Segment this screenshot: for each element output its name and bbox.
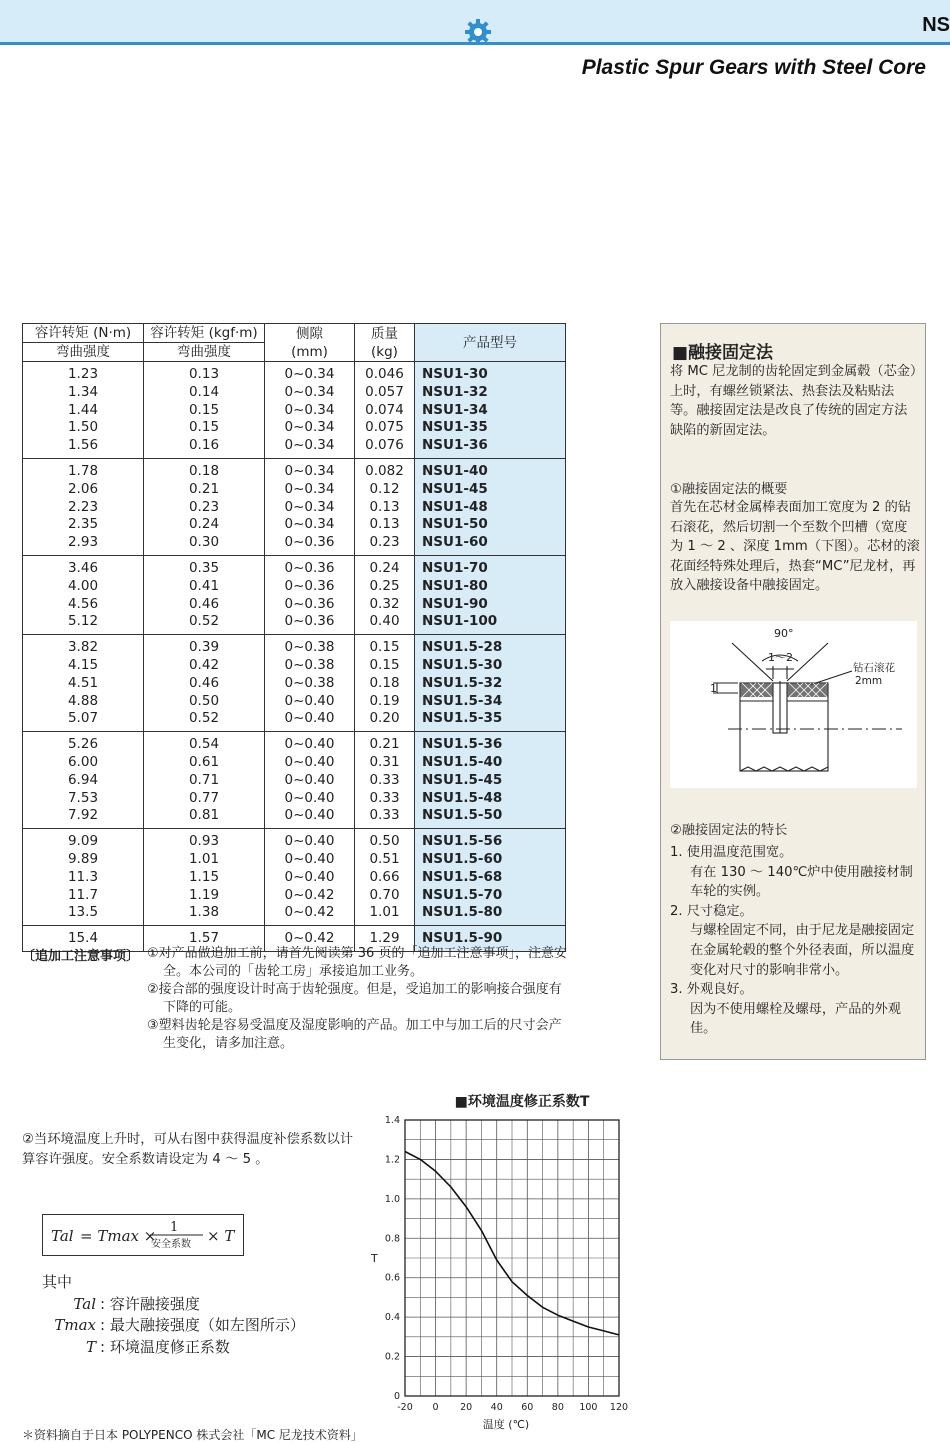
mass-cell: 0.057: [355, 384, 415, 402]
panel-title: ■融接固定法: [672, 343, 774, 363]
table-row: [23, 499, 566, 517]
strength-formula: [42, 1214, 244, 1256]
formula-tail: × T: [207, 1227, 235, 1245]
table-row: [23, 458, 566, 480]
model-cell: NSU1-32: [415, 384, 566, 402]
y-tick-label: 1.4: [384, 1115, 400, 1126]
model-cell: NSU1-70: [415, 555, 566, 577]
table-row: [23, 732, 566, 754]
table-row: [23, 437, 566, 458]
mass-cell: 0.13: [355, 516, 415, 534]
table-row: [23, 754, 566, 772]
backlash-cell: 0~0.40: [265, 732, 355, 754]
mass-cell: 0.19: [355, 693, 415, 711]
var-row: T : 环境温度修正系数: [85, 1337, 230, 1356]
torque-nm-cell: 7.53: [23, 790, 144, 808]
feature-desc: 有在 130 ～ 140℃炉中使用融接材制车轮的实例。: [690, 864, 913, 900]
torque-kgf-cell: 0.23: [144, 499, 265, 517]
torque-nm-cell: 1.78: [23, 458, 144, 480]
torque-kgf-cell: 0.13: [144, 362, 265, 384]
torque-nm-cell: 15.4: [23, 926, 144, 952]
backlash-cell: 0~0.36: [265, 578, 355, 596]
model-cell: NSU1-90: [415, 596, 566, 614]
header-backlash: 侧隙 (mm): [265, 324, 355, 362]
torque-nm-cell: 6.00: [23, 754, 144, 772]
torque-kgf-cell: 0.52: [144, 613, 265, 634]
header-mass: 质量 (kg): [355, 324, 415, 362]
model-cell: NSU1.5-35: [415, 710, 566, 731]
formula-num: 1: [170, 1220, 179, 1235]
torque-kgf-cell: 0.50: [144, 693, 265, 711]
backlash-cell: 0~0.34: [265, 458, 355, 480]
table-row: [23, 384, 566, 402]
backlash-cell: 0~0.34: [265, 384, 355, 402]
x-tick-label: 120: [609, 1402, 629, 1413]
var-row: Tmax : 最大融接强度（如左图所示）: [54, 1316, 305, 1334]
y-tick-label: 0: [393, 1391, 400, 1402]
y-tick-label: 1.0: [384, 1193, 400, 1205]
torque-nm-cell: 6.94: [23, 772, 144, 790]
table-row: [23, 516, 566, 534]
formula-eq: = Tmax ×: [80, 1227, 157, 1245]
torque-nm-cell: 4.15: [23, 657, 144, 675]
torque-nm-cell: 1.23: [23, 362, 144, 384]
torque-kgf-cell: 0.71: [144, 772, 265, 790]
backlash-cell: 0~0.34: [265, 402, 355, 420]
model-cell: NSU1.5-36: [415, 732, 566, 754]
model-cell: NSU1-80: [415, 578, 566, 596]
torque-nm-cell: 3.46: [23, 555, 144, 577]
torque-nm-cell: 9.09: [23, 829, 144, 851]
backlash-cell: 0~0.40: [265, 851, 355, 869]
torque-nm-cell: 4.56: [23, 596, 144, 614]
mass-cell: 0.33: [355, 807, 415, 828]
mass-cell: 0.23: [355, 534, 415, 555]
backlash-cell: 0~0.36: [265, 534, 355, 555]
model-cell: NSU1.5-32: [415, 675, 566, 693]
y-tick-label: 0.8: [384, 1233, 400, 1245]
model-cell: NSU1-40: [415, 458, 566, 480]
torque-nm-cell: 5.12: [23, 613, 144, 634]
table-row: [23, 693, 566, 711]
torque-nm-cell: 11.7: [23, 887, 144, 905]
knurl-size: 2mm: [855, 675, 883, 687]
backlash-cell: 0~0.38: [265, 657, 355, 675]
torque-nm-cell: 5.07: [23, 710, 144, 731]
model-cell: NSU1.5-60: [415, 851, 566, 869]
model-cell: NSU1-60: [415, 534, 566, 555]
torque-nm-cell: 2.93: [23, 534, 144, 555]
table-row: [23, 555, 566, 577]
mass-cell: 0.40: [355, 613, 415, 634]
model-cell: NSU1-35: [415, 419, 566, 437]
temperature-correction-chart: [365, 1088, 645, 1433]
formula-den: 安全系数: [151, 1239, 191, 1250]
backlash-cell: 0~0.40: [265, 807, 355, 828]
backlash-cell: 0~0.34: [265, 481, 355, 499]
torque-nm-cell: 1.56: [23, 437, 144, 458]
backlash-cell: 0~0.40: [265, 790, 355, 808]
model-cell: NSU1-45: [415, 481, 566, 499]
header-bending-1: 弯曲强度: [23, 343, 144, 362]
backlash-cell: 0~0.40: [265, 772, 355, 790]
torque-nm-cell: 3.82: [23, 635, 144, 657]
torque-kgf-cell: 0.81: [144, 807, 265, 828]
torque-kgf-cell: 0.77: [144, 790, 265, 808]
mass-cell: 0.15: [355, 657, 415, 675]
table-row: [23, 790, 566, 808]
overview-text: 首先在芯材金属棒表面加工宽度为 2 的钻石滚花，然后切割一个至数个凹槽（宽度为 1 ～ 2 、深度 1mm（下图）。芯材的滚花面经特殊处理后，热套“MC”尼龙材，再放入融接设备中融接固定。: [670, 500, 920, 594]
y-tick-label: 0.4: [384, 1312, 400, 1324]
torque-kgf-cell: 1.19: [144, 887, 265, 905]
torque-nm-cell: 2.23: [23, 499, 144, 517]
backlash-cell: 0~0.38: [265, 635, 355, 657]
y-tick-label: 1.2: [384, 1154, 400, 1166]
table-row: [23, 635, 566, 657]
mass-cell: 1.29: [355, 926, 415, 952]
model-cell: NSU1.5-48: [415, 790, 566, 808]
torque-kgf-cell: 0.39: [144, 635, 265, 657]
torque-nm-cell: 7.92: [23, 807, 144, 828]
backlash-cell: 0~0.40: [265, 869, 355, 887]
x-tick-label: 0: [432, 1402, 439, 1413]
table-row: [23, 402, 566, 420]
torque-kgf-cell: 0.46: [144, 675, 265, 693]
feature-title: 1. 使用温度范围宽。: [670, 845, 793, 860]
backlash-cell: 0~0.36: [265, 596, 355, 614]
table-row: [23, 772, 566, 790]
mass-cell: 0.13: [355, 499, 415, 517]
backlash-cell: 0~0.34: [265, 419, 355, 437]
torque-kgf-cell: 0.21: [144, 481, 265, 499]
torque-kgf-cell: 0.61: [144, 754, 265, 772]
torque-kgf-cell: 0.52: [144, 710, 265, 731]
temperature-note: ②当环境温度上升时，可从右图中获得温度补偿系数以计算容许强度。安全系数请设定为 4 ～ 5 。: [22, 1132, 354, 1167]
table-row: [23, 807, 566, 828]
torque-kgf-cell: 0.24: [144, 516, 265, 534]
model-cell: NSU1.5-70: [415, 887, 566, 905]
torque-nm-cell: 5.26: [23, 732, 144, 754]
mass-cell: 0.076: [355, 437, 415, 458]
mass-cell: 0.082: [355, 458, 415, 480]
notes-label: 〔追加工注意事项〕: [22, 949, 140, 964]
mass-cell: 0.21: [355, 732, 415, 754]
model-cell: NSU1.5-45: [415, 772, 566, 790]
torque-kgf-cell: 0.42: [144, 657, 265, 675]
backlash-cell: 0~0.42: [265, 887, 355, 905]
torque-kgf-cell: 0.30: [144, 534, 265, 555]
backlash-cell: 0~0.40: [265, 710, 355, 731]
feature-desc: 因为不使用螺栓及螺母，产品的外观佳。: [690, 1001, 901, 1037]
torque-nm-cell: 1.44: [23, 402, 144, 420]
chart-title: ■环境温度修正系数T: [454, 1094, 590, 1110]
mass-cell: 0.15: [355, 635, 415, 657]
table-row: [23, 362, 566, 384]
mass-cell: 0.70: [355, 887, 415, 905]
backlash-cell: 0~0.36: [265, 613, 355, 634]
model-cell: NSU1.5-30: [415, 657, 566, 675]
y-tick-label: 0.2: [384, 1351, 400, 1363]
mass-cell: 0.12: [355, 481, 415, 499]
torque-kgf-cell: 0.93: [144, 829, 265, 851]
x-tick-label: 40: [490, 1402, 503, 1413]
model-cell: NSU1.5-40: [415, 754, 566, 772]
mass-cell: 1.01: [355, 904, 415, 925]
x-tick-label: 20: [460, 1402, 473, 1413]
torque-kgf-cell: 1.01: [144, 851, 265, 869]
table-row: [23, 613, 566, 634]
torque-nm-cell: 4.00: [23, 578, 144, 596]
torque-kgf-cell: 0.18: [144, 458, 265, 480]
table-row: [23, 829, 566, 851]
torque-nm-cell: 4.88: [23, 693, 144, 711]
model-cell: NSU1.5-68: [415, 869, 566, 887]
feature-title: 3. 外观良好。: [670, 982, 753, 998]
table-row: [23, 675, 566, 693]
backlash-cell: 0~0.34: [265, 437, 355, 458]
x-tick-label: -20: [397, 1402, 413, 1413]
x-axis-label: 温度 (℃): [482, 1418, 530, 1431]
x-tick-label: 100: [579, 1402, 598, 1413]
model-cell: NSU1-34: [415, 402, 566, 420]
variable-definitions: [42, 1272, 305, 1358]
model-cell: NSU1-36: [415, 437, 566, 458]
torque-kgf-cell: 0.15: [144, 402, 265, 420]
torque-nm-cell: 13.5: [23, 904, 144, 925]
table-row: [23, 481, 566, 499]
torque-kgf-cell: 0.16: [144, 437, 265, 458]
model-cell: NSU1.5-50: [415, 807, 566, 828]
torque-nm-cell: 1.34: [23, 384, 144, 402]
y-tick-label: 0.6: [384, 1272, 400, 1284]
note-item: ②接合部的强度设计时高于齿轮强度。但是，受追加工的影响接合强度有下降的可能。: [147, 982, 562, 1015]
torque-kgf-cell: 0.14: [144, 384, 265, 402]
torque-nm-cell: 2.06: [23, 481, 144, 499]
table-row: [23, 578, 566, 596]
header-model: 产品型号: [415, 324, 566, 362]
model-cell: NSU1-100: [415, 613, 566, 634]
torque-kgf-cell: 1.15: [144, 869, 265, 887]
header-bending-2: 弯曲强度: [144, 343, 265, 362]
y-axis-label: T: [371, 1252, 378, 1265]
table-row: [23, 419, 566, 437]
var-row: Tal : 容许融接强度: [73, 1294, 200, 1313]
features-heading: ②融接固定法的特长: [670, 823, 788, 838]
model-cell: NSU1-30: [415, 362, 566, 384]
torque-kgf-cell: 0.46: [144, 596, 265, 614]
table-row: [23, 887, 566, 905]
spec-table-body: [23, 362, 566, 952]
torque-kgf-cell: 0.15: [144, 419, 265, 437]
mass-cell: 0.66: [355, 869, 415, 887]
model-cell: NSU1.5-80: [415, 904, 566, 925]
table-row: [23, 710, 566, 731]
backlash-cell: 0~0.38: [265, 675, 355, 693]
x-tick-label: 60: [521, 1402, 534, 1413]
model-cell: NSU1.5-28: [415, 635, 566, 657]
feature-title: 2. 尺寸稳定。: [670, 903, 753, 919]
backlash-cell: 0~0.40: [265, 693, 355, 711]
table-row: [23, 851, 566, 869]
width-label: 1～2: [768, 651, 793, 664]
mass-cell: 0.075: [355, 419, 415, 437]
model-cell: NSU1.5-34: [415, 693, 566, 711]
backlash-cell: 0~0.34: [265, 516, 355, 534]
torque-kgf-cell: 1.38: [144, 904, 265, 925]
table-row: [23, 534, 566, 555]
torque-nm-cell: 9.89: [23, 851, 144, 869]
mass-cell: 0.33: [355, 790, 415, 808]
torque-nm-cell: 11.3: [23, 869, 144, 887]
knurl-diagram: [670, 621, 917, 788]
header-torque-nm: 容许转矩 (N·m): [23, 324, 144, 343]
mass-cell: 0.32: [355, 596, 415, 614]
mass-cell: 0.50: [355, 829, 415, 851]
spec-table: [22, 323, 566, 952]
mass-cell: 0.046: [355, 362, 415, 384]
mass-cell: 0.24: [355, 555, 415, 577]
backlash-cell: 0~0.42: [265, 926, 355, 952]
x-tick-label: 80: [551, 1402, 564, 1413]
torque-nm-cell: 2.35: [23, 516, 144, 534]
torque-kgf-cell: 0.54: [144, 732, 265, 754]
torque-kgf-cell: 0.35: [144, 555, 265, 577]
mass-cell: 0.074: [355, 402, 415, 420]
overview-heading: ①融接固定法的概要: [670, 482, 788, 497]
table-row: [23, 869, 566, 887]
backlash-cell: 0~0.40: [265, 754, 355, 772]
model-cell: NSU1-50: [415, 516, 566, 534]
note-item: ③塑料齿轮是容易受温度及湿度影响的产品。加工中与加工后的尺寸会产生变化，请多加注意。: [147, 1018, 562, 1051]
model-cell: NSU1.5-56: [415, 829, 566, 851]
depth-label: 1: [710, 682, 717, 695]
knurl-label: 钻石滚花: [853, 662, 895, 674]
gear-icon: [464, 18, 492, 46]
table-row: [23, 657, 566, 675]
mass-cell: 0.33: [355, 772, 415, 790]
angle-label: 90°: [774, 627, 794, 640]
model-cell: NSU1-48: [415, 499, 566, 517]
table-row: [23, 596, 566, 614]
torque-nm-cell: 4.51: [23, 675, 144, 693]
torque-kgf-cell: 1.57: [144, 926, 265, 952]
mass-cell: 0.20: [355, 710, 415, 731]
torque-kgf-cell: 0.41: [144, 578, 265, 596]
torque-nm-cell: 1.50: [23, 419, 144, 437]
backlash-cell: 0~0.42: [265, 904, 355, 925]
backlash-cell: 0~0.34: [265, 499, 355, 517]
feature-desc: 与螺栓固定不同，由于尼龙是融接固定在金属轮毂的整个外径表面，所以温度变化对尺寸的影响非常小。: [690, 923, 915, 978]
header-torque-kgf: 容许转矩 (kgf·m): [144, 324, 265, 343]
formula-lhs: Tal: [51, 1227, 74, 1245]
mass-cell: 0.18: [355, 675, 415, 693]
table-row: [23, 904, 566, 925]
backlash-cell: 0~0.34: [265, 362, 355, 384]
notes-list: [147, 945, 572, 1053]
mass-cell: 0.25: [355, 578, 415, 596]
model-cell: NSU1.5-90: [415, 926, 566, 952]
note-item: ①对产品做追加工前，请首先阅读第 36 页的「追加工注意事项」，注意安全。本公司的「齿轮工房」承接追加工业务。: [147, 946, 567, 979]
series-code: NS: [922, 14, 950, 36]
mass-cell: 0.51: [355, 851, 415, 869]
panel-intro: 将 MC 尼龙制的齿轮固定到金属毂（芯金）上时，有螺丝锁紧法、热套法及粘贴法等。融接固定法是改良了传统的固定方法缺陷的新固定法。: [670, 364, 917, 438]
mass-cell: 0.31: [355, 754, 415, 772]
features-list: [670, 843, 922, 1039]
where-label: 其中: [42, 1273, 73, 1291]
backlash-cell: 0~0.40: [265, 829, 355, 851]
backlash-cell: 0~0.36: [265, 555, 355, 577]
page-subtitle: Plastic Spur Gears with Steel Core: [581, 56, 926, 79]
source-note: ＊资料摘自于日本 POLYPENCO 株式会社「MC 尼龙技术资料」: [22, 1428, 363, 1442]
